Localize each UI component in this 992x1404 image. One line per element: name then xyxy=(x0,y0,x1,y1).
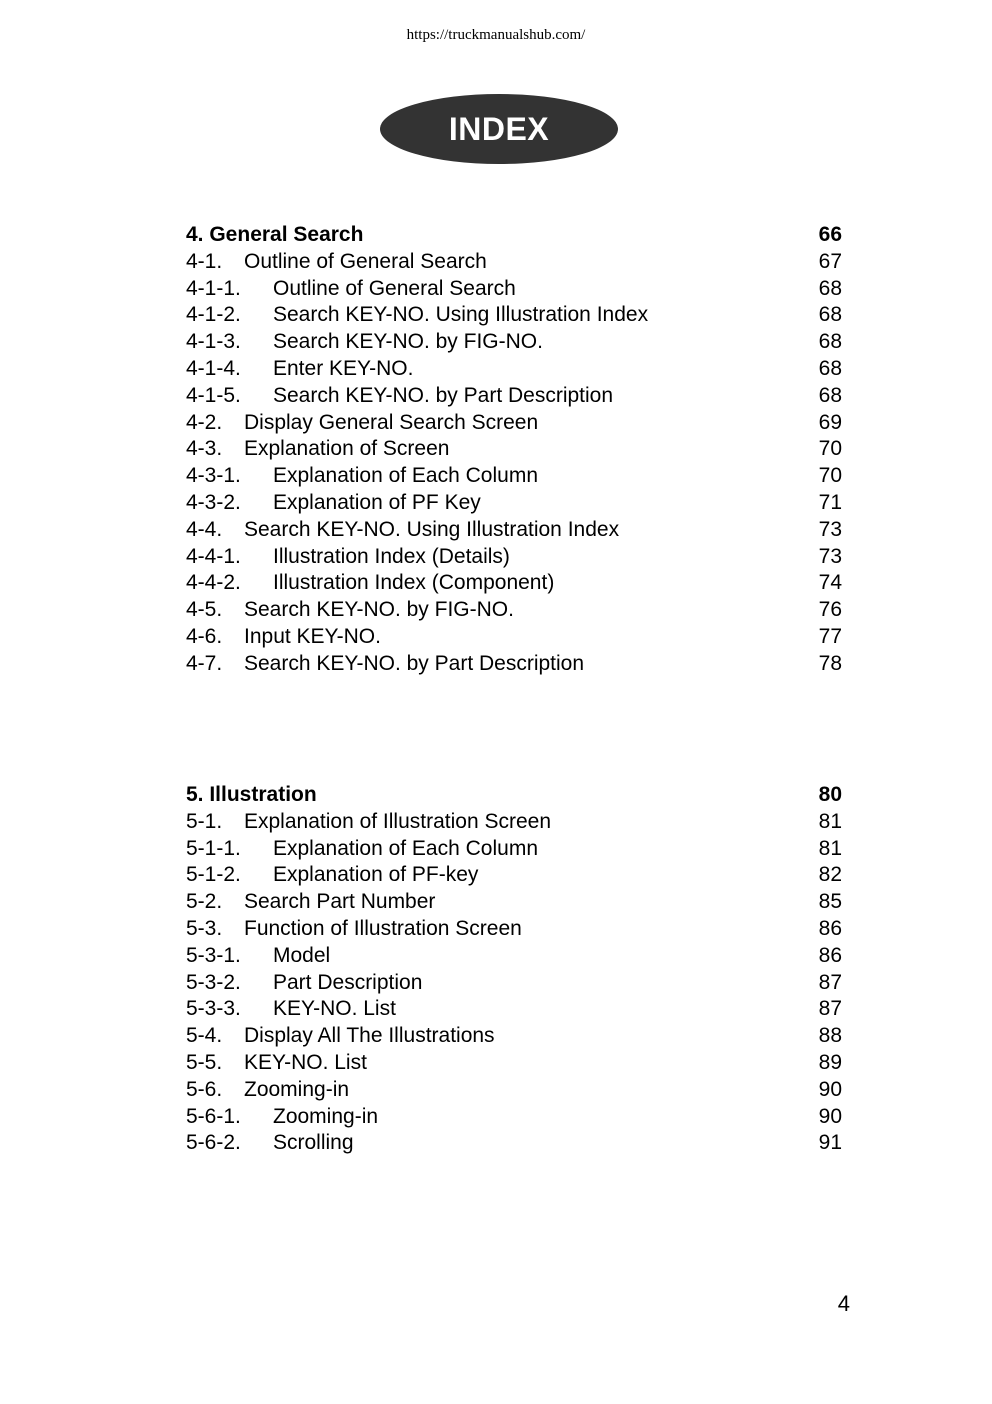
toc-entry-text: Illustration Index (Details) xyxy=(273,544,510,568)
index-title: INDEX xyxy=(448,110,550,147)
toc-entry xyxy=(186,970,842,997)
toc-entry-number: 4-5. xyxy=(186,598,223,622)
toc-entry xyxy=(186,1104,842,1131)
toc-entry-page: 90 xyxy=(818,1077,842,1101)
toc-entry-page: 68 xyxy=(818,330,842,354)
toc-entry-page: 68 xyxy=(818,356,842,380)
toc-section-heading xyxy=(186,782,842,809)
toc-entry xyxy=(186,490,842,517)
toc-entry-text: Illustration Index (Component) xyxy=(273,571,555,595)
toc-entry xyxy=(186,597,842,624)
toc-entry-title xyxy=(186,624,381,651)
toc-entry-title xyxy=(186,490,481,517)
toc-section-heading xyxy=(186,222,842,249)
toc-entry-number: 4-4. xyxy=(186,517,223,541)
toc-entry-text: KEY-NO. List xyxy=(273,997,396,1021)
toc-entry-number: 4-1-3. xyxy=(186,330,241,354)
toc-entry-text: Enter KEY-NO. xyxy=(273,356,414,380)
toc-entry-title xyxy=(186,889,435,916)
index-title-badge xyxy=(380,94,618,164)
toc-entry-text: Search KEY-NO. by Part Description xyxy=(273,383,614,407)
toc-entry-number: 5-6-1. xyxy=(186,1104,241,1128)
toc-entry-page: 86 xyxy=(818,916,842,940)
toc-entry xyxy=(186,329,842,356)
toc-entry xyxy=(186,836,842,863)
toc-entry-number: 4-1. xyxy=(186,249,223,273)
toc-entry-text: Search KEY-NO. Using Illustration Index xyxy=(244,517,620,541)
toc-section-general-search xyxy=(186,222,842,678)
toc-entry xyxy=(186,651,842,678)
toc-entry-title xyxy=(186,463,538,490)
toc-entry-title xyxy=(186,836,538,863)
toc-entry-title xyxy=(186,436,449,463)
toc-entry-page: 68 xyxy=(818,276,842,300)
page-number: 4 xyxy=(837,1291,850,1316)
toc-entry-title xyxy=(186,410,538,437)
toc-entry xyxy=(186,943,842,970)
toc-entry xyxy=(186,570,842,597)
toc-entry-title xyxy=(186,1130,354,1157)
toc-entry xyxy=(186,249,842,276)
toc-entry-number: 5-2. xyxy=(186,890,223,914)
toc-entry-number: 4-4-2. xyxy=(186,571,241,595)
toc-entry-text: Search KEY-NO. by FIG-NO. xyxy=(273,330,543,354)
toc-entry-page: 70 xyxy=(818,464,842,488)
toc-entry-page: 67 xyxy=(818,249,842,273)
toc-entry-page: 88 xyxy=(818,1024,842,1048)
toc-entry-list xyxy=(186,249,842,678)
toc-entry-title xyxy=(186,302,648,329)
toc-entry-title xyxy=(186,1050,367,1077)
toc-entry-number: 5-3. xyxy=(186,916,223,940)
toc-entry-page: 90 xyxy=(818,1104,842,1128)
toc-entry xyxy=(186,356,842,383)
toc-entry-page: 69 xyxy=(818,410,842,434)
toc-entry-page: 86 xyxy=(818,943,842,967)
toc-entry-number: 4-1-4. xyxy=(186,356,241,380)
toc-entry-text: Explanation of PF Key xyxy=(273,490,481,514)
toc-entry-number: 5-3-2. xyxy=(186,970,241,994)
toc-entry-number: 4-3. xyxy=(186,437,223,461)
toc-entry xyxy=(186,889,842,916)
toc-entry-page: 85 xyxy=(818,890,842,914)
toc-entry-number: 4-3-2. xyxy=(186,490,241,514)
toc-entry-text: Explanation of Screen xyxy=(244,437,450,461)
toc-entry-text: Part Description xyxy=(273,970,423,994)
toc-entry-title xyxy=(186,916,522,943)
toc-entry xyxy=(186,1130,842,1157)
toc-entry-text: Explanation of Illustration Screen xyxy=(244,809,552,833)
toc-entry-page: 87 xyxy=(818,997,842,1021)
toc-entry-title xyxy=(186,517,619,544)
toc-entry xyxy=(186,809,842,836)
toc-entry-page: 78 xyxy=(818,651,842,675)
toc-entry-text: Input KEY-NO. xyxy=(244,624,381,648)
toc-entry-text: Explanation of Each Column xyxy=(273,464,538,488)
toc-entry-page: 73 xyxy=(818,517,842,541)
toc-entry-number: 4-2. xyxy=(186,410,223,434)
toc-entry-page: 81 xyxy=(818,809,842,833)
toc-heading-text: 5. Illustration xyxy=(186,783,317,806)
toc-entry-number: 5-1-2. xyxy=(186,863,241,887)
toc-entry-title xyxy=(186,1023,495,1050)
toc-entry xyxy=(186,517,842,544)
toc-entry-title xyxy=(186,356,413,383)
toc-entry-page: 73 xyxy=(818,544,842,568)
toc-heading-page: 66 xyxy=(818,223,842,246)
toc-entry-title xyxy=(186,249,487,276)
toc-entry-title xyxy=(186,943,330,970)
toc-entry xyxy=(186,544,842,571)
toc-entry-page: 76 xyxy=(818,598,842,622)
toc-entry-text: Zooming-in xyxy=(273,1104,379,1128)
toc-entry xyxy=(186,1023,842,1050)
toc-entry-list xyxy=(186,809,842,1157)
toc-entry-page: 89 xyxy=(818,1050,842,1074)
toc-entry-number: 4-6. xyxy=(186,624,223,648)
toc-entry-title xyxy=(186,570,554,597)
toc-entry-number: 5-1. xyxy=(186,809,223,833)
toc-entry-text: Display General Search Screen xyxy=(244,410,539,434)
toc-entry xyxy=(186,916,842,943)
toc-entry-number: 5-3-3. xyxy=(186,997,241,1021)
toc-entry-text: Explanation of Each Column xyxy=(273,836,538,860)
toc-entry-page: 71 xyxy=(818,490,842,514)
toc-entry-text: Model xyxy=(273,943,331,967)
toc-entry-number: 5-5. xyxy=(186,1050,223,1074)
toc-entry-number: 5-6. xyxy=(186,1077,223,1101)
toc-entry-number: 4-4-1. xyxy=(186,544,241,568)
toc-entry xyxy=(186,1077,842,1104)
toc-entry xyxy=(186,624,842,651)
source-url: https://truckmanualshub.com/ xyxy=(406,27,586,43)
toc-entry xyxy=(186,996,842,1023)
toc-entry xyxy=(186,383,842,410)
toc-entry-title xyxy=(186,276,516,303)
toc-entry-number: 4-1-5. xyxy=(186,383,241,407)
toc-entry-number: 5-3-1. xyxy=(186,943,241,967)
toc-heading-text: 4. General Search xyxy=(186,223,364,246)
toc-entry xyxy=(186,302,842,329)
toc-entry-page: 87 xyxy=(818,970,842,994)
toc-entry-text: Display All The Illustrations xyxy=(244,1024,495,1048)
toc-entry-title xyxy=(186,544,510,571)
toc-entry-title xyxy=(186,1104,378,1131)
toc-entry-title xyxy=(186,1077,349,1104)
toc-entry-page: 81 xyxy=(818,836,842,860)
toc-entry-text: Search Part Number xyxy=(244,890,436,914)
toc-entry-title xyxy=(186,651,584,678)
toc-entry-page: 68 xyxy=(818,303,842,327)
toc-entry-title xyxy=(186,597,514,624)
toc-entry-number: 4-7. xyxy=(186,651,223,675)
toc-entry-number: 5-4. xyxy=(186,1024,223,1048)
toc-entry-text: Outline of General Search xyxy=(273,276,516,300)
toc-entry-page: 74 xyxy=(818,571,842,595)
toc-entry-page: 82 xyxy=(818,863,842,887)
toc-entry-title xyxy=(186,996,396,1023)
toc-entry-number: 4-1-1. xyxy=(186,276,241,300)
toc-entry-title xyxy=(186,970,422,997)
toc-entry-text: Explanation of PF-key xyxy=(273,863,479,887)
toc-entry-number: 5-1-1. xyxy=(186,836,241,860)
toc-entry-title xyxy=(186,329,543,356)
toc-entry-page: 68 xyxy=(818,383,842,407)
toc-entry-text: KEY-NO. List xyxy=(244,1050,367,1074)
toc-entry-text: Search KEY-NO. by Part Description xyxy=(244,651,585,675)
toc-entry-text: Zooming-in xyxy=(244,1077,350,1101)
toc-entry xyxy=(186,276,842,303)
toc-entry-page: 70 xyxy=(818,437,842,461)
toc-entry-number: 4-1-2. xyxy=(186,303,241,327)
toc-entry-title xyxy=(186,862,478,889)
toc-entry xyxy=(186,862,842,889)
toc-entry-number: 4-3-1. xyxy=(186,464,241,488)
toc-entry-number: 5-6-2. xyxy=(186,1131,241,1155)
toc-entry-page: 77 xyxy=(818,624,842,648)
toc-entry-title xyxy=(186,383,613,410)
toc-entry-text: Function of Illustration Screen xyxy=(244,916,522,940)
toc-entry-text: Search KEY-NO. by FIG-NO. xyxy=(244,598,514,622)
toc-entry-text: Scrolling xyxy=(273,1131,354,1155)
toc-entry xyxy=(186,463,842,490)
toc-entry-title xyxy=(186,809,551,836)
toc-entry-text: Search KEY-NO. Using Illustration Index xyxy=(273,303,649,327)
toc-section-illustration xyxy=(186,782,842,1157)
toc-entry-text: Outline of General Search xyxy=(244,249,487,273)
toc-entry xyxy=(186,410,842,437)
toc-entry xyxy=(186,1050,842,1077)
toc-entry xyxy=(186,436,842,463)
toc-heading-page: 80 xyxy=(818,783,842,806)
toc-entry-page: 91 xyxy=(818,1131,842,1155)
